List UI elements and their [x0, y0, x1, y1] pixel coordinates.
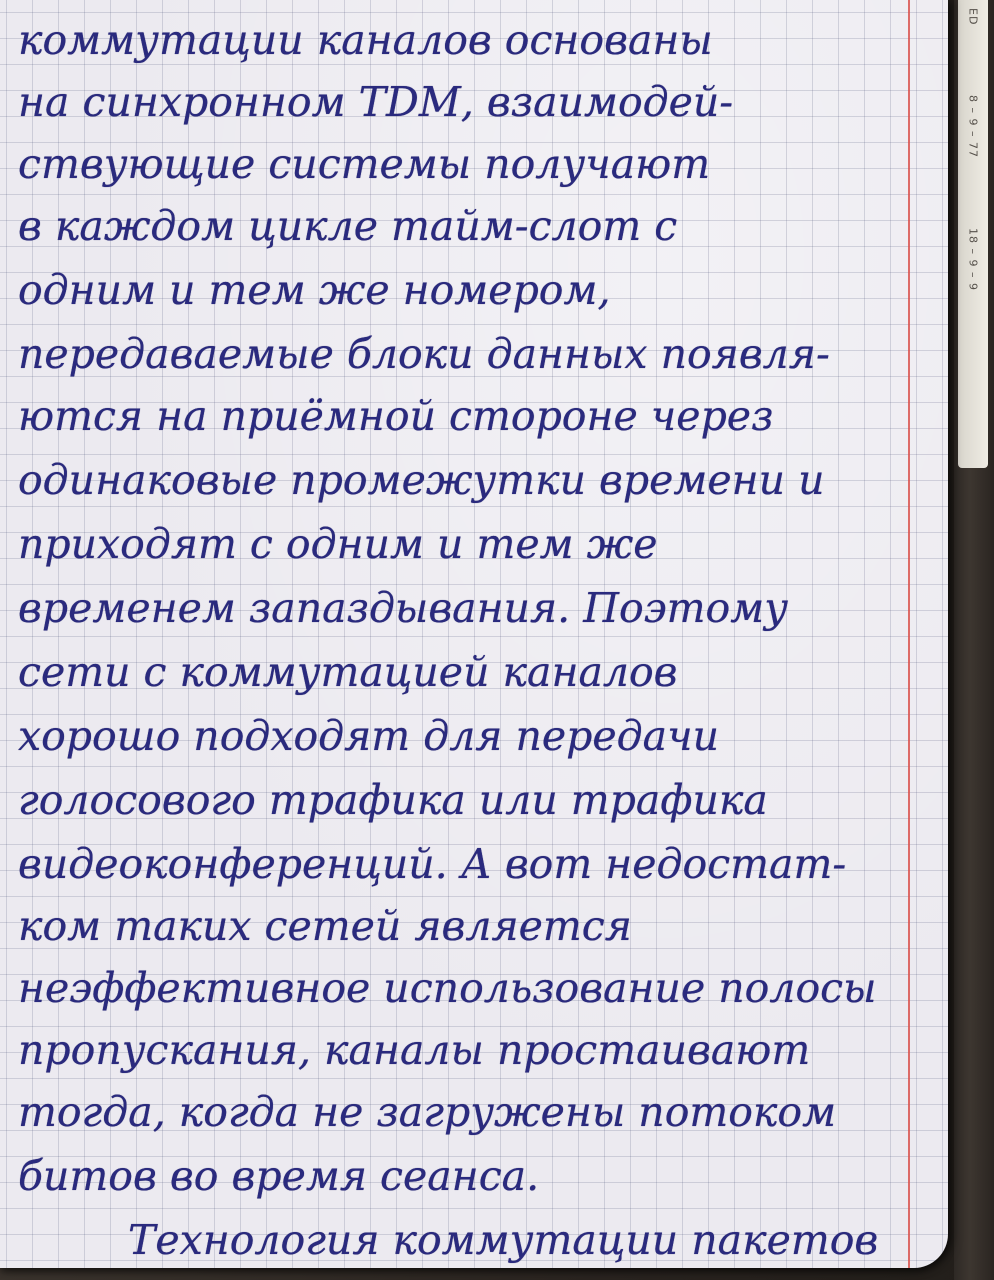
- text-line-17: пропускания, каналы простаивают: [18, 1026, 811, 1074]
- text-line-10: временем запаздывания. Поэтому: [18, 584, 788, 632]
- strip-mark-2: 8 – 9 – 77: [966, 95, 980, 159]
- side-ruler-strip: [958, 0, 988, 468]
- text-line-9: приходят с одним и тем же: [18, 520, 658, 568]
- text-line-16: неэффективное использование полосы: [18, 964, 877, 1012]
- text-line-19: битов во время сеанса.: [18, 1152, 540, 1200]
- text-line-20: Технология коммутации пакетов: [128, 1216, 879, 1264]
- text-line-18: тогда, когда не загружены потоком: [18, 1088, 837, 1136]
- text-line-8: одинаковые промежутки времени и: [18, 456, 825, 504]
- text-line-13: голосового трафика или трафика: [18, 776, 768, 824]
- text-line-3: ствующие системы получают: [18, 140, 711, 188]
- text-line-12: хорошо подходят для передачи: [18, 712, 720, 760]
- text-line-2: на синхронном TDM, взаимодей-: [18, 78, 734, 126]
- text-line-1: коммутации каналов основаны: [18, 16, 713, 64]
- text-line-14: видеоконференций. А вот недостат-: [18, 840, 847, 888]
- text-line-4: в каждом цикле тайм-слот с: [18, 202, 678, 250]
- text-line-11: сети с коммутацией каналов: [18, 648, 678, 696]
- text-line-15: ком таких сетей является: [18, 902, 632, 950]
- margin-line: [908, 0, 910, 1268]
- text-line-6: передаваемые блоки данных появля-: [18, 330, 830, 378]
- text-line-5: одним и тем же номером,: [18, 266, 611, 314]
- text-line-7: ются на приёмной стороне через: [18, 392, 774, 440]
- strip-mark-1: ED: [966, 8, 980, 26]
- strip-mark-3: 18 – 9 – 9: [966, 228, 980, 292]
